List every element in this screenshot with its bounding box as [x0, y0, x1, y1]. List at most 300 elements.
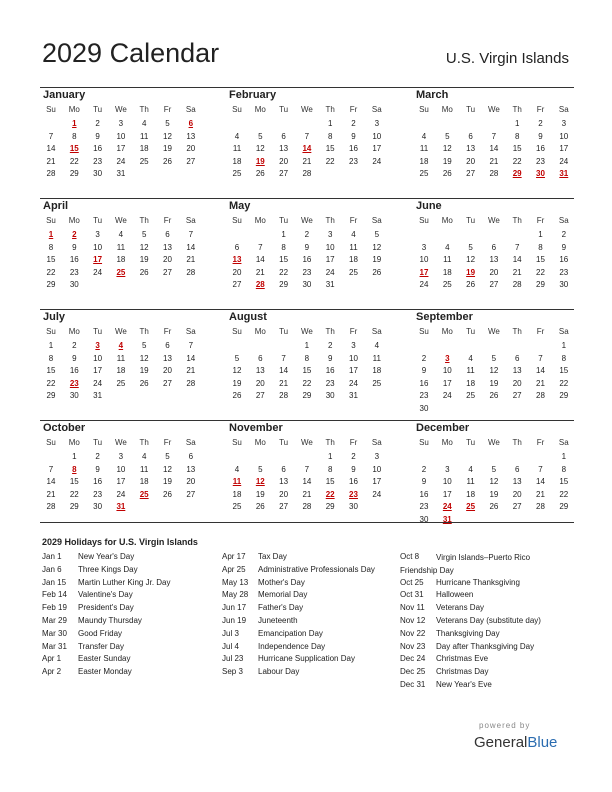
- weekday-label: Sa: [371, 216, 382, 225]
- month-name: August: [229, 311, 267, 323]
- day-cell: 14: [536, 477, 545, 486]
- weekday-label: Th: [325, 327, 335, 336]
- day-cell: 11: [140, 464, 149, 474]
- day-cell: 14: [489, 144, 499, 153]
- holiday-day-cell: 12: [255, 477, 265, 486]
- day-cell: 12: [163, 464, 172, 474]
- day-cell: 26: [255, 169, 265, 178]
- weekday-label: We: [300, 105, 313, 114]
- day-cell: 6: [165, 230, 170, 239]
- holiday-name: Easter Monday: [78, 667, 132, 677]
- day-cell: 29: [46, 280, 56, 289]
- day-cell: 6: [258, 353, 263, 363]
- day-cell: 2: [72, 341, 77, 350]
- day-cell: 22: [559, 378, 569, 388]
- day-cell: 31: [349, 391, 358, 400]
- day-cell: 1: [281, 230, 286, 239]
- holiday-day-cell: 15: [69, 144, 79, 153]
- weekday-label: We: [487, 216, 500, 225]
- day-cell: 16: [325, 366, 335, 375]
- day-cell: 15: [46, 255, 56, 264]
- day-cell: 15: [559, 477, 569, 486]
- holiday-date: Jul 4: [222, 641, 239, 651]
- day-cell: 7: [304, 131, 310, 141]
- day-cell: 6: [468, 131, 473, 141]
- weekday-label: Tu: [93, 327, 103, 336]
- month-name: June: [416, 200, 442, 212]
- month-november: [226, 421, 388, 531]
- day-cell: 27: [186, 156, 196, 166]
- holiday-name: New Year's Day: [78, 552, 135, 561]
- day-cell: 21: [302, 489, 312, 499]
- day-cell: 8: [514, 131, 520, 141]
- weekday-label: Fr: [536, 216, 545, 225]
- day-cell: 17: [325, 255, 335, 264]
- day-cell: 10: [419, 255, 429, 264]
- day-cell: 5: [234, 353, 240, 363]
- holiday-name: Easter Sunday: [78, 654, 131, 664]
- month-march: [413, 88, 575, 198]
- month-row: [40, 420, 574, 531]
- day-cell: 24: [559, 156, 569, 166]
- powered-by: powered by: [479, 721, 531, 730]
- weekday-label: Su: [419, 105, 429, 114]
- day-cell: 16: [349, 144, 358, 153]
- day-cell: 4: [141, 452, 147, 461]
- holiday-name: Day after Thanksgiving Day: [436, 641, 535, 651]
- day-cell: 4: [141, 119, 147, 128]
- day-cell: 12: [466, 255, 476, 264]
- day-cell: 21: [279, 378, 289, 388]
- day-cell: 26: [139, 267, 149, 277]
- month-may: [226, 199, 388, 309]
- day-cell: 15: [302, 366, 312, 375]
- day-cell: 20: [255, 378, 265, 388]
- day-cell: 2: [95, 119, 100, 128]
- day-cell: 3: [118, 119, 124, 128]
- day-cell: 14: [46, 477, 56, 486]
- holiday-day-cell: 2: [72, 230, 77, 239]
- month-january: [40, 88, 202, 198]
- day-cell: 19: [372, 255, 382, 264]
- brand-blue: Blue: [527, 734, 558, 751]
- day-cell: 20: [163, 255, 172, 264]
- day-cell: 17: [116, 144, 126, 153]
- holiday-day-cell: 31: [559, 169, 569, 178]
- weekday-label: We: [114, 438, 127, 447]
- holiday-day-cell: 3: [95, 341, 100, 350]
- holiday-name: Tax Day: [258, 552, 287, 561]
- day-cell: 21: [302, 156, 312, 166]
- day-cell: 25: [372, 378, 382, 388]
- holiday-day-cell: 30: [536, 169, 545, 178]
- holiday-day-cell: 23: [349, 489, 358, 499]
- day-cell: 26: [489, 502, 499, 511]
- holiday-date: Apr 2: [42, 667, 62, 677]
- month-name: May: [229, 200, 251, 212]
- day-cell: 10: [372, 464, 382, 474]
- weekday-label: Th: [512, 216, 522, 225]
- day-cell: 28: [302, 502, 312, 511]
- day-cell: 25: [466, 391, 476, 400]
- weekday-label: Su: [232, 105, 242, 114]
- day-cell: 13: [163, 242, 172, 252]
- day-cell: 11: [443, 255, 452, 264]
- holiday-date: Oct 8: [400, 552, 420, 561]
- day-cell: 18: [232, 156, 242, 166]
- day-cell: 22: [279, 267, 289, 277]
- day-cell: 20: [232, 267, 242, 277]
- day-cell: 9: [72, 353, 77, 363]
- day-cell: 2: [95, 452, 100, 461]
- day-cell: 22: [536, 267, 545, 277]
- weekday-label: Su: [419, 438, 429, 447]
- holiday-date: May 13: [222, 577, 249, 587]
- day-cell: 1: [72, 452, 77, 461]
- day-cell: 16: [69, 255, 79, 264]
- holiday-name: Good Friday: [78, 628, 123, 638]
- day-cell: 21: [489, 156, 499, 166]
- divider: [40, 522, 574, 523]
- day-cell: 17: [442, 489, 452, 499]
- holiday-date: Feb 14: [42, 590, 67, 600]
- weekday-label: Mo: [441, 438, 453, 447]
- month-row: [40, 309, 574, 420]
- region-name: U.S. Virgin Islands: [445, 50, 569, 67]
- day-cell: 4: [118, 230, 124, 239]
- day-cell: 7: [538, 464, 543, 474]
- day-cell: 23: [349, 156, 358, 166]
- day-cell: 26: [139, 378, 149, 388]
- weekday-label: Tu: [279, 105, 289, 114]
- weekday-label: Tu: [466, 105, 476, 114]
- day-cell: 4: [468, 353, 473, 363]
- day-cell: 17: [372, 477, 382, 486]
- holiday-day-cell: 13: [232, 255, 242, 264]
- day-cell: 26: [232, 391, 242, 400]
- day-cell: 1: [538, 230, 543, 239]
- day-cell: 5: [165, 119, 170, 128]
- day-cell: 31: [116, 169, 126, 178]
- weekday-label: Su: [232, 216, 242, 225]
- day-cell: 7: [514, 242, 520, 252]
- day-cell: 2: [304, 230, 310, 239]
- day-cell: 9: [95, 464, 100, 474]
- day-cell: 19: [442, 156, 452, 166]
- day-cell: 30: [93, 502, 103, 511]
- day-cell: 27: [279, 169, 289, 178]
- month-name: December: [416, 422, 470, 434]
- day-cell: 24: [93, 267, 103, 277]
- day-cell: 5: [141, 341, 147, 350]
- holiday-name: Independence Day: [258, 641, 326, 651]
- day-cell: 18: [116, 255, 126, 264]
- day-cell: 28: [186, 267, 196, 277]
- day-cell: 20: [512, 378, 522, 388]
- weekday-label: Tu: [466, 216, 476, 225]
- day-cell: 8: [304, 353, 310, 363]
- day-cell: 1: [327, 452, 333, 461]
- day-cell: 29: [69, 169, 79, 178]
- weekday-label: Su: [46, 216, 56, 225]
- day-cell: 14: [536, 366, 545, 375]
- holiday-date: Dec 24: [400, 654, 426, 664]
- holiday-day-cell: 28: [255, 280, 265, 289]
- day-cell: 18: [349, 255, 358, 264]
- day-cell: 8: [327, 464, 333, 474]
- holiday-name: Administrative Professionals Day: [258, 564, 375, 574]
- day-cell: 22: [512, 156, 522, 166]
- holiday-date: Nov 23: [400, 641, 426, 651]
- day-cell: 26: [466, 280, 476, 289]
- day-cell: 8: [281, 242, 286, 252]
- holiday-day-cell: 25: [466, 502, 476, 511]
- weekday-label: Mo: [68, 216, 80, 225]
- day-cell: 5: [165, 452, 170, 461]
- day-cell: 2: [538, 119, 543, 128]
- weekday-label: We: [114, 327, 127, 336]
- day-cell: 9: [421, 477, 427, 486]
- day-cell: 22: [46, 267, 56, 277]
- day-cell: 6: [514, 464, 520, 474]
- holiday-date: Mar 31: [42, 641, 67, 651]
- weekday-label: Mo: [68, 438, 80, 447]
- weekday-label: We: [487, 438, 500, 447]
- day-cell: 3: [561, 119, 567, 128]
- day-cell: 31: [325, 280, 335, 289]
- day-cell: 23: [93, 156, 103, 166]
- weekday-label: Tu: [93, 105, 103, 114]
- holiday-date: Sep 3: [222, 667, 243, 677]
- day-cell: 23: [559, 267, 569, 277]
- day-cell: 24: [116, 156, 126, 166]
- holiday-date: Apr 25: [222, 564, 246, 574]
- day-cell: 20: [279, 156, 289, 166]
- holiday-date: Jan 15: [42, 577, 67, 587]
- day-cell: 4: [468, 464, 473, 474]
- weekday-label: Fr: [163, 438, 172, 447]
- day-cell: 7: [304, 464, 310, 474]
- day-cell: 23: [536, 156, 545, 166]
- holiday-name: Christmas Day: [436, 667, 489, 677]
- day-cell: 9: [304, 242, 310, 252]
- day-cell: 8: [72, 131, 77, 141]
- day-cell: 13: [489, 255, 499, 264]
- weekday-label: Sa: [558, 105, 569, 114]
- day-cell: 6: [491, 242, 497, 252]
- day-cell: 27: [232, 280, 242, 289]
- day-cell: 12: [255, 144, 265, 153]
- day-cell: 17: [559, 144, 569, 153]
- day-cell: 7: [48, 464, 54, 474]
- month-june: [413, 199, 575, 309]
- day-cell: 4: [351, 230, 356, 239]
- weekday-label: We: [114, 105, 127, 114]
- day-cell: 30: [69, 280, 79, 289]
- holiday-day-cell: 25: [116, 267, 126, 277]
- brand-general: General: [474, 734, 528, 751]
- month-name: October: [43, 422, 86, 434]
- weekday-label: Fr: [349, 327, 358, 336]
- holiday-date: Oct 25: [400, 577, 424, 587]
- day-cell: 7: [538, 353, 543, 363]
- weekday-label: Su: [46, 105, 56, 114]
- day-cell: 6: [188, 452, 194, 461]
- holiday-date: Oct 31: [400, 590, 424, 600]
- day-cell: 20: [186, 144, 196, 153]
- day-cell: 9: [351, 131, 356, 141]
- day-cell: 13: [279, 477, 289, 486]
- day-cell: 9: [351, 464, 356, 474]
- day-cell: 24: [325, 267, 335, 277]
- day-cell: 4: [234, 464, 240, 474]
- holiday-name: Halloween: [436, 590, 474, 600]
- day-cell: 24: [442, 391, 452, 400]
- holiday-day-cell: 6: [188, 119, 194, 128]
- day-cell: 21: [186, 255, 196, 264]
- day-cell: 28: [186, 378, 196, 388]
- day-cell: 19: [489, 378, 499, 388]
- day-cell: 26: [372, 267, 382, 277]
- weekday-label: Fr: [349, 105, 358, 114]
- holiday-name: Father's Day: [258, 603, 304, 613]
- holiday-name: Juneteenth: [258, 615, 298, 625]
- day-cell: 4: [421, 131, 427, 141]
- day-cell: 3: [327, 230, 333, 239]
- day-cell: 20: [466, 156, 476, 166]
- weekday-label: Fr: [163, 327, 172, 336]
- day-cell: 1: [561, 341, 567, 350]
- holiday-name: President's Day: [78, 603, 134, 613]
- day-cell: 28: [536, 391, 545, 400]
- day-cell: 24: [372, 156, 382, 166]
- weekday-label: Fr: [349, 438, 358, 447]
- weekday-label: We: [487, 327, 500, 336]
- month-name: September: [416, 311, 473, 323]
- day-cell: 18: [372, 366, 382, 375]
- day-cell: 10: [93, 242, 103, 252]
- day-cell: 22: [69, 489, 79, 499]
- month-name: March: [416, 89, 449, 101]
- month-july: [40, 310, 202, 420]
- day-cell: 28: [46, 169, 56, 178]
- weekday-label: We: [487, 105, 500, 114]
- day-cell: 2: [327, 341, 333, 350]
- months-grid: [40, 87, 574, 531]
- holiday-name: Valentine's Day: [78, 590, 133, 600]
- holiday-day-cell: 22: [325, 489, 335, 499]
- day-cell: 8: [48, 353, 54, 363]
- day-cell: 3: [118, 452, 124, 461]
- holiday-name: Veterans Day (substitute day): [436, 615, 541, 625]
- weekday-label: We: [300, 216, 313, 225]
- day-cell: 9: [72, 242, 77, 252]
- day-cell: 29: [325, 502, 335, 511]
- brand-logo[interactable]: [474, 734, 557, 751]
- day-cell: 29: [279, 280, 289, 289]
- weekday-label: Mo: [254, 438, 266, 447]
- day-cell: 22: [46, 378, 56, 388]
- weekday-label: Fr: [536, 105, 545, 114]
- holidays-title: 2029 Holidays for U.S. Virgin Islands: [42, 537, 198, 547]
- day-cell: 24: [116, 489, 126, 499]
- month-april: [40, 199, 202, 309]
- day-cell: 5: [445, 131, 450, 141]
- day-cell: 18: [139, 477, 149, 486]
- day-cell: 23: [93, 489, 103, 499]
- holiday-day-cell: 4: [118, 341, 124, 350]
- day-cell: 10: [116, 464, 126, 474]
- day-cell: 20: [279, 489, 289, 499]
- holiday-day-cell: 14: [302, 144, 312, 153]
- holiday-date: Jul 23: [222, 654, 244, 664]
- holiday-name: Thanksgiving Day: [436, 628, 500, 638]
- holiday-date: Jun 17: [222, 603, 247, 613]
- day-cell: 25: [232, 502, 242, 511]
- weekday-label: Mo: [254, 327, 266, 336]
- day-cell: 27: [255, 391, 265, 400]
- holiday-name: Emancipation Day: [258, 628, 323, 638]
- day-cell: 8: [538, 242, 543, 252]
- holiday-date: Nov 11: [400, 603, 425, 613]
- day-cell: 10: [442, 477, 452, 486]
- day-cell: 20: [489, 267, 499, 277]
- day-cell: 17: [93, 366, 103, 375]
- holiday-day-cell: 25: [139, 489, 149, 499]
- holiday-date: Apr 17: [222, 552, 246, 561]
- day-cell: 11: [466, 477, 475, 486]
- month-october: [40, 421, 202, 531]
- holiday-name: Three Kings Day: [78, 564, 138, 574]
- day-cell: 23: [302, 267, 312, 277]
- day-cell: 30: [349, 502, 358, 511]
- month-february: [226, 88, 388, 198]
- day-cell: 30: [559, 280, 569, 289]
- holiday-day-cell: 19: [255, 156, 265, 166]
- holiday-day-cell: 31: [116, 502, 126, 511]
- holiday-name: Virgin Islands–Puerto Rico Friendship Day: [400, 553, 531, 575]
- day-cell: 9: [421, 366, 427, 375]
- day-cell: 7: [188, 341, 194, 350]
- day-cell: 3: [351, 341, 356, 350]
- day-cell: 11: [349, 242, 358, 252]
- weekday-label: Th: [512, 438, 522, 447]
- day-cell: 25: [349, 267, 358, 277]
- day-cell: 15: [69, 477, 79, 486]
- day-cell: 7: [281, 353, 286, 363]
- day-cell: 19: [163, 477, 172, 486]
- weekday-label: Su: [46, 438, 56, 447]
- day-cell: 27: [163, 267, 172, 277]
- day-cell: 12: [163, 131, 172, 141]
- day-cell: 29: [536, 280, 545, 289]
- day-cell: 30: [302, 280, 312, 289]
- day-cell: 18: [419, 156, 429, 166]
- holiday-day-cell: 17: [93, 255, 103, 264]
- month-name: April: [43, 200, 69, 212]
- day-cell: 24: [419, 280, 429, 289]
- day-cell: 11: [372, 353, 381, 363]
- day-cell: 26: [442, 169, 452, 178]
- day-cell: 7: [258, 242, 263, 252]
- day-cell: 6: [165, 341, 170, 350]
- weekday-label: Mo: [254, 105, 266, 114]
- day-cell: 23: [419, 502, 429, 511]
- month-september: [413, 310, 575, 420]
- day-cell: 13: [466, 144, 476, 153]
- day-cell: 18: [466, 489, 476, 499]
- day-cell: 30: [69, 391, 79, 400]
